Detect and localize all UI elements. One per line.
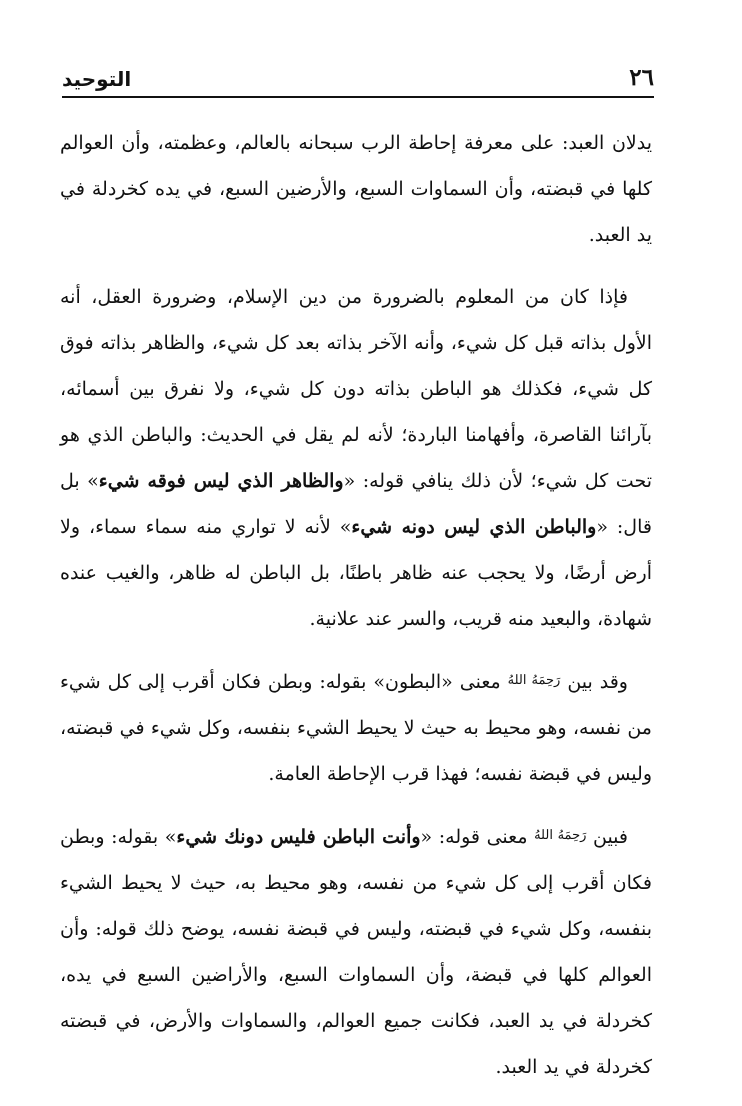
paragraph-text: معنى قوله: « [420,826,528,848]
honorific-glyph: رَحِمَهُ اللهُ [507,673,561,688]
page-number: ٢٦ [629,64,654,91]
paragraph-text: » بقوله: وبطن فكان أقرب إلى كل شيء من نفسه، وهو محيط به، حيث لا يحيط الشيء بنفسه، وكل شيء في قبضته، وليس في قبضة نفسه، يوضح ذلك قوله: وأن العوالم كلها في قبضة، وأن السماوات السبع، والأراضين السبع في يده، كخردلة في يد العبد، فكانت جميع العوالم، والسماوات والأرض، في قبضته كخردلة في يد العبد. [60,826,652,1078]
hadith-quote: والباطن الذي ليس دونه شيء [351,516,597,538]
paragraph-text: » بل قال: « [60,470,652,538]
paragraph-1 [60,120,652,258]
paragraph-text: فإذا كان من المعلوم بالضرورة من دين الإسلام، وضرورة العقل، أنه الأول بذاته قبل كل شيء، وأنه الآخر بذاته بعد كل شيء، والظاهر بذاته فوق كل شيء، فكذلك هو الباطن بذاته دون كل شيء، ولا نفرق بين أسمائه، بآرائنا القاصرة، وأفهامنا الباردة؛ لأنه لم يقل في الحديث: والباطن الذي هو تحت كل شيء؛ لأن ذلك ينافي قوله: « [60,286,652,492]
hadith-quote: وأنت الباطن فليس دونك شيء [176,826,421,848]
paragraph-text: فبين [592,826,628,848]
hadith-quote: والظاهر الذي ليس فوقه شيء [98,470,344,492]
page-header [62,62,654,96]
paragraph-text: يدلان العبد: على معرفة إحاطة الرب سبحانه بالعالم، وعظمته، وأن العوالم كلها في قبضته، وأن السماوات السبع، والأرضين السبع، في يده كخردلة في يد العبد. [60,132,652,246]
header-divider [62,96,654,98]
paragraph-text: معنى «البطون» بقوله: وبطن فكان أقرب إلى كل شيء من نفسه، وهو محيط به حيث لا يحيط الشيء بنفسه، وكل شيء في قبضته، وليس في قبضة نفسه؛ فهذا قرب الإحاطة العامة. [60,671,652,785]
paragraph-text: » لأنه لا تواري منه سماء سماء، ولا أرض أرضًا، ولا يحجب عنه ظاهر باطنًا، بل الباطن له ظاهر، والغيب عنده شهادة، والبعيد منه قريب، والسر عند علانية. [60,516,652,630]
body-text [60,120,652,1106]
running-title: التوحيد [62,67,132,91]
paragraph-3 [60,658,652,797]
paragraph-2 [60,274,652,642]
paragraph-text: وقد بين [567,671,628,693]
paragraph-4 [60,813,652,1090]
honorific-glyph: رَحِمَهُ اللهُ [534,828,587,843]
